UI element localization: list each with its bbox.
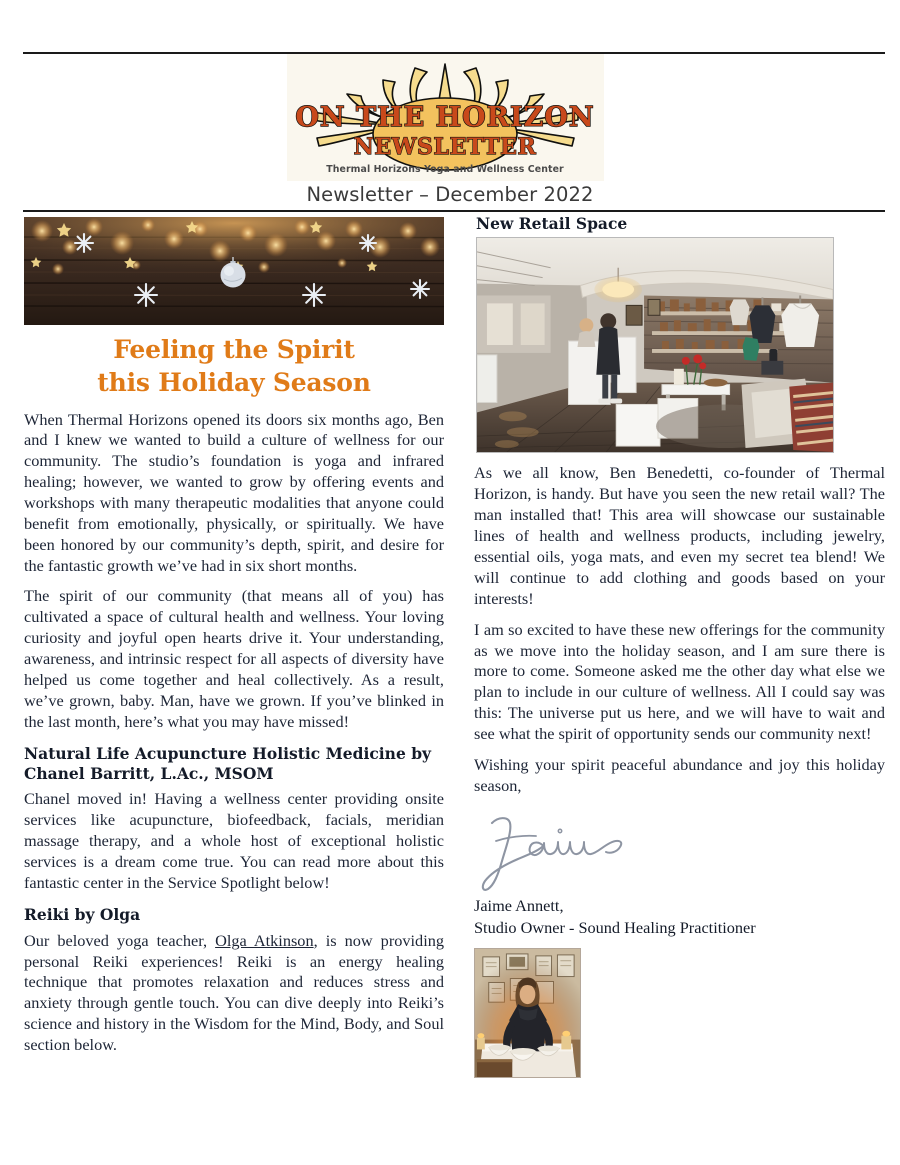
handwritten-signature-icon [478,807,658,893]
right-paragraph-3: Wishing your spirit peaceful abundance and joy this holiday season, [474,755,885,796]
reiki-text-before-link: Our beloved yoga teacher, [24,930,216,950]
issue-line: Newsletter – December 2022 [306,183,594,206]
headline-line-1: Feeling the Spirit [113,335,355,364]
logo-tagline: Thermal Horizons Yoga and Wellness Center [326,164,564,175]
masthead-logo [287,54,604,181]
reiki-paragraph [24,931,444,1057]
left-paragraph-2: The spirit of our community (that means all of you) has cultivated a space of cultural health and wellness. Your loving curiosity and joyful open hearts drive it. Your understanding, awareness, and intrinsic respect for all aspects of diversity have helped us come together and heal collectively. As a result, we’ve grown, baby. Man, have we grown. If you’ve blinked in the last month, here’s what you may have missed! [24,586,444,731]
retail-space-photo [476,237,834,453]
headline-line-2: this Holiday Season [97,368,371,398]
sound-healing-portrait-photo [474,948,581,1078]
sound-healing-portrait-illustration [475,949,580,1077]
right-paragraph-1: As we all know, Ben Benedetti, co-founder of Thermal Horizon, is handy. But have you seen the new retail wall? The man installed that! This area will showcase our sustainable lines of health and wellness products, including jewelry, essential oils, yoga mats, and even my secret tea blend! We will continue to add clothing and goods based on your interests! [474,463,885,608]
section-heading-reiki: Reiki by Olga [24,905,141,925]
right-paragraph-2: I am so excited to have these new offerings for the community as we move into the holiday season, and I am sure there is more to come. Someone asked me the other day what else we plan to include in our culture of wellness. All I could say was this: The universe put us here, and we will have to wait and see what the spirit of opportunity sends our community next! [474,619,885,744]
header-divider-bottom [23,210,885,212]
acupuncture-paragraph: Chanel moved in! Having a wellness center providing onsite services like acupuncture, biofeedback, facials, meridian massage therapy, and a whole host of exceptional holistic services is a dream come true. You can read more about this fantastic center in the Service Spotlight below! [24,789,444,893]
reiki-text-after-link: , is now providing personal Reiki experiences! Reiki is an energy healing technique that promotes relaxation and reduces stress and anxiety through gentle touch. You can dive deeply into Reiki’s science and history in the Wisdom for the Mind, Body, and Soul section below. [24,930,444,1055]
section-heading-acupuncture: Natural Life Acupuncture Holistic Medicine by Chanel Barritt, L.Ac., MSOM [24,743,432,784]
signoff-name: Jaime Annett, [474,896,564,916]
signoff-block [474,895,885,938]
holiday-lights-illustration [24,217,444,325]
logo-title-line1: ON THE HORIZON [295,102,595,133]
olga-atkinson-link[interactable]: Olga Atkinson [215,930,314,950]
left-column [24,217,444,1065]
retail-space-illustration [477,238,833,452]
signature [478,807,658,893]
logo-title-line2: NEWSLETTER [353,134,537,160]
page-title [24,333,444,400]
holiday-lights-photo [24,217,444,325]
signoff-title: Studio Owner - Sound Healing Practitioner [474,917,756,937]
section-heading-new-retail-space: New Retail Space [476,214,628,233]
right-column [474,214,885,1078]
left-paragraph-1: When Thermal Horizons opened its doors six months ago, Ben and I knew we wanted to build a culture of wellness for our community. The studio’s foundation is yoga and infrared healing; however, we wanted to grow by offering events and workshops with many therapeutic modalities that anyone could benefit from emotionally, physically, or spiritually. We have been honored by our community’s depth, spirit, and desire for the fantastic growth we’ve had in six short months. [24,409,444,576]
on-the-horizon-logo-icon [287,54,604,181]
